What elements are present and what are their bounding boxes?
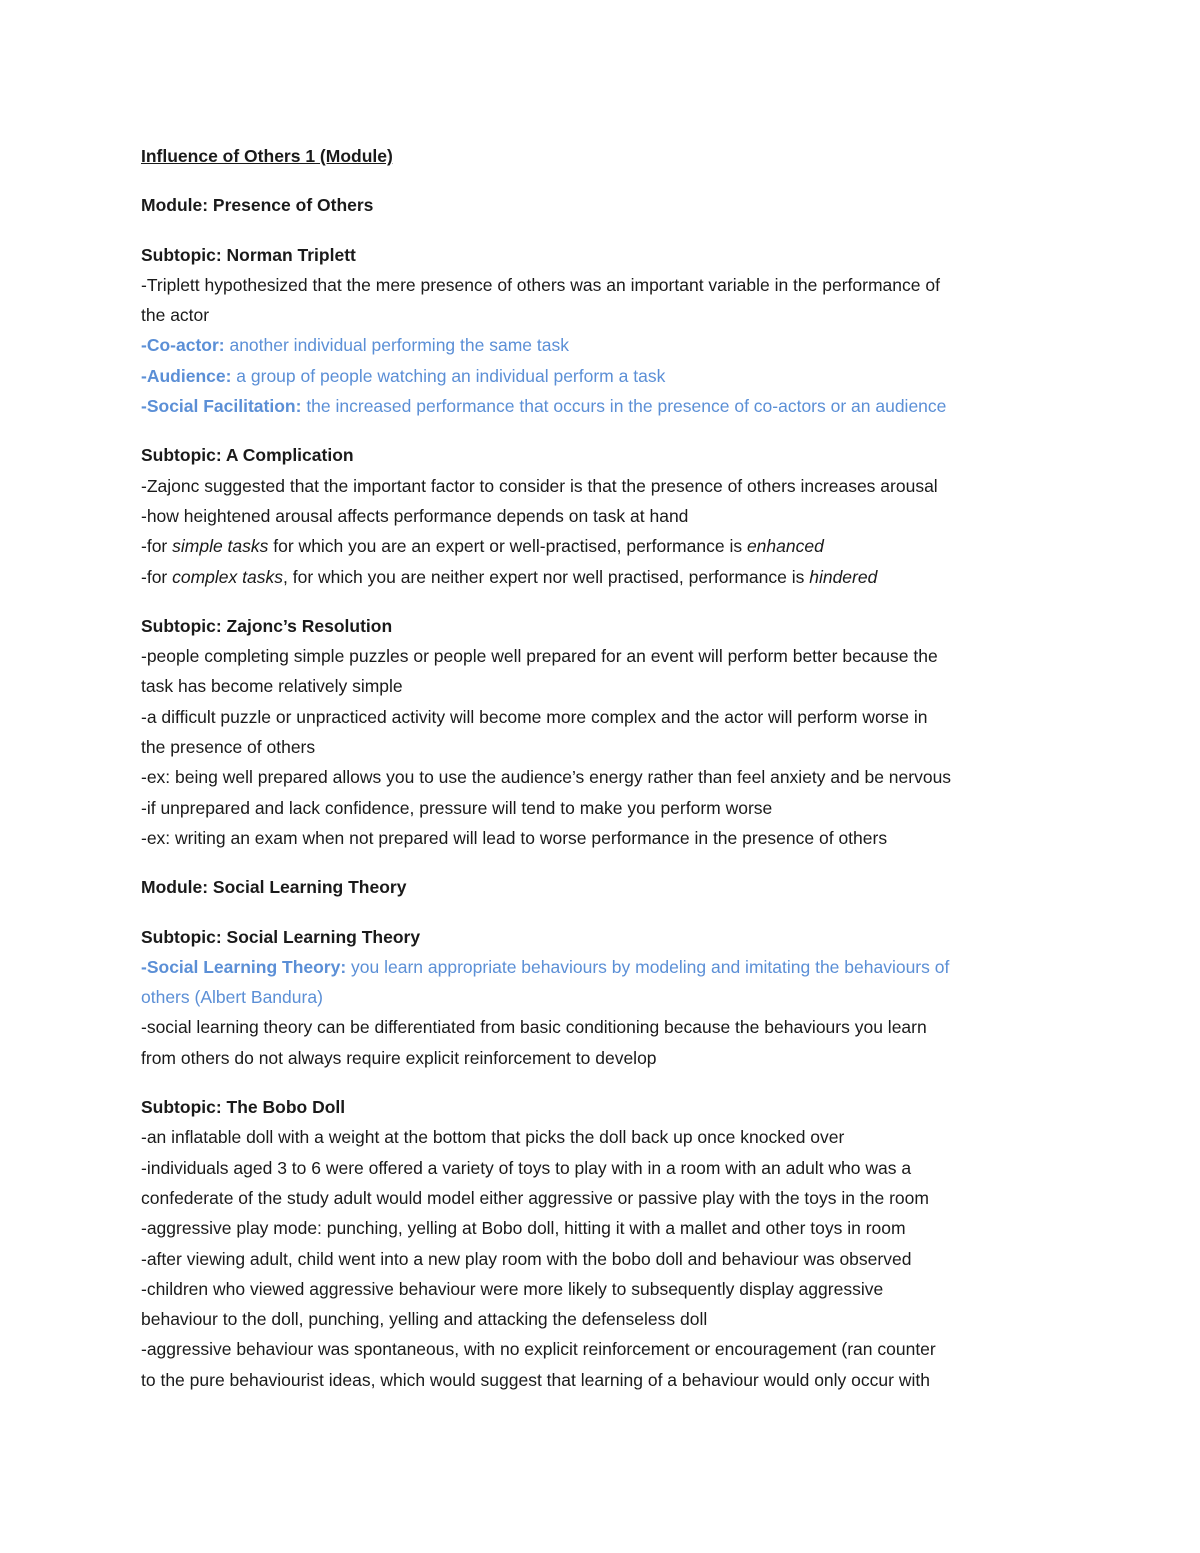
text-line: -people completing simple puzzles or people well prepared for an event will perform better because the bbox=[141, 646, 938, 667]
text-line: -how heightened arousal affects performance depends on task at hand bbox=[141, 505, 689, 526]
subtopic-heading-complication: Subtopic: A Complication bbox=[141, 445, 354, 466]
text-line: -aggressive behaviour was spontaneous, with no explicit reinforcement or encouragement (ran counter bbox=[141, 1339, 936, 1360]
definition-social-learning-theory bbox=[141, 952, 1071, 982]
document-title: Influence of Others 1 (Module) bbox=[141, 146, 393, 166]
text-line: to the pure behaviourist ideas, which would suggest that learning of a behaviour would only occur with bbox=[141, 1369, 930, 1390]
document-body bbox=[141, 141, 1071, 1395]
italic-term: hindered bbox=[809, 566, 878, 587]
text-line: -a difficult puzzle or unpracticed activity will become more complex and the actor will perform worse in bbox=[141, 706, 928, 727]
subtopic-heading-bobo-doll: Subtopic: The Bobo Doll bbox=[141, 1097, 346, 1118]
definition-term: -Audience: bbox=[141, 365, 232, 386]
text-line: -children who viewed aggressive behaviour were more likely to subsequently display aggressive bbox=[141, 1278, 884, 1299]
subtopic-heading-social-learning: Subtopic: Social Learning Theory bbox=[141, 926, 421, 947]
text-run: -for bbox=[141, 536, 173, 557]
text-line: the presence of others bbox=[141, 737, 316, 758]
module-heading-presence: Module: Presence of Others bbox=[141, 195, 374, 216]
text-run: for which you are an expert or well-practised, performance is bbox=[268, 536, 747, 557]
italic-term: complex tasks bbox=[172, 566, 283, 587]
definition-text-continued: others (Albert Bandura) bbox=[141, 987, 323, 1008]
italic-term: simple tasks bbox=[172, 536, 269, 557]
text-line bbox=[141, 562, 1071, 592]
definition-text: the increased performance that occurs in the presence of co-actors or an audience bbox=[301, 396, 947, 417]
definition-coactor bbox=[141, 330, 1071, 360]
module-heading-social-learning: Module: Social Learning Theory bbox=[141, 877, 407, 898]
definition-text: another individual performing the same task bbox=[224, 335, 569, 356]
text-line: -aggressive play mode: punching, yelling at Bobo doll, hitting it with a mallet and other toys in room bbox=[141, 1218, 906, 1239]
subtopic-heading-triplett: Subtopic: Norman Triplett bbox=[141, 244, 356, 265]
text-line: -ex: being well prepared allows you to use the audience’s energy rather than feel anxiety and be nervous bbox=[141, 767, 952, 788]
text-line: -social learning theory can be differentiated from basic conditioning because the behaviours you learn bbox=[141, 1017, 927, 1038]
text-run: -for bbox=[141, 566, 173, 587]
definition-term: -Co-actor: bbox=[141, 335, 225, 356]
text-line: -Triplett hypothesized that the mere presence of others was an important variable in the performance of bbox=[141, 274, 940, 295]
text-line: from others do not always require explicit reinforcement to develop bbox=[141, 1047, 657, 1068]
definition-text: a group of people watching an individual perform a task bbox=[231, 365, 666, 386]
definition-term: -Social Learning Theory: bbox=[141, 956, 347, 977]
text-run: , for which you are neither expert nor well practised, performance is bbox=[283, 566, 810, 587]
text-line: -individuals aged 3 to 6 were offered a variety of toys to play with in a room with an adult who was a bbox=[141, 1157, 912, 1178]
definition-text: you learn appropriate behaviours by modeling and imitating the behaviours of bbox=[346, 956, 950, 977]
text-line bbox=[141, 531, 1071, 561]
definition-term: -Social Facilitation: bbox=[141, 396, 302, 417]
subtopic-heading-resolution: Subtopic: Zajonc’s Resolution bbox=[141, 615, 393, 636]
text-line: -ex: writing an exam when not prepared will lead to worse performance in the presence of others bbox=[141, 827, 888, 848]
definition-audience bbox=[141, 361, 1071, 391]
text-line: behaviour to the doll, punching, yelling and attacking the defenseless doll bbox=[141, 1309, 708, 1330]
text-line: -Zajonc suggested that the important factor to consider is that the presence of others increases arousal bbox=[141, 475, 938, 496]
text-line: -an inflatable doll with a weight at the bottom that picks the doll back up once knocked over bbox=[141, 1127, 845, 1148]
text-line: -if unprepared and lack confidence, pressure will tend to make you perform worse bbox=[141, 797, 773, 818]
text-line: -after viewing adult, child went into a new play room with the bobo doll and behaviour was observed bbox=[141, 1248, 912, 1269]
text-line: confederate of the study adult would model either aggressive or passive play with the toys in the room bbox=[141, 1187, 929, 1208]
text-line: task has become relatively simple bbox=[141, 676, 403, 697]
text-line: the actor bbox=[141, 305, 210, 326]
italic-term: enhanced bbox=[746, 536, 824, 557]
definition-social-facilitation bbox=[141, 391, 1071, 421]
